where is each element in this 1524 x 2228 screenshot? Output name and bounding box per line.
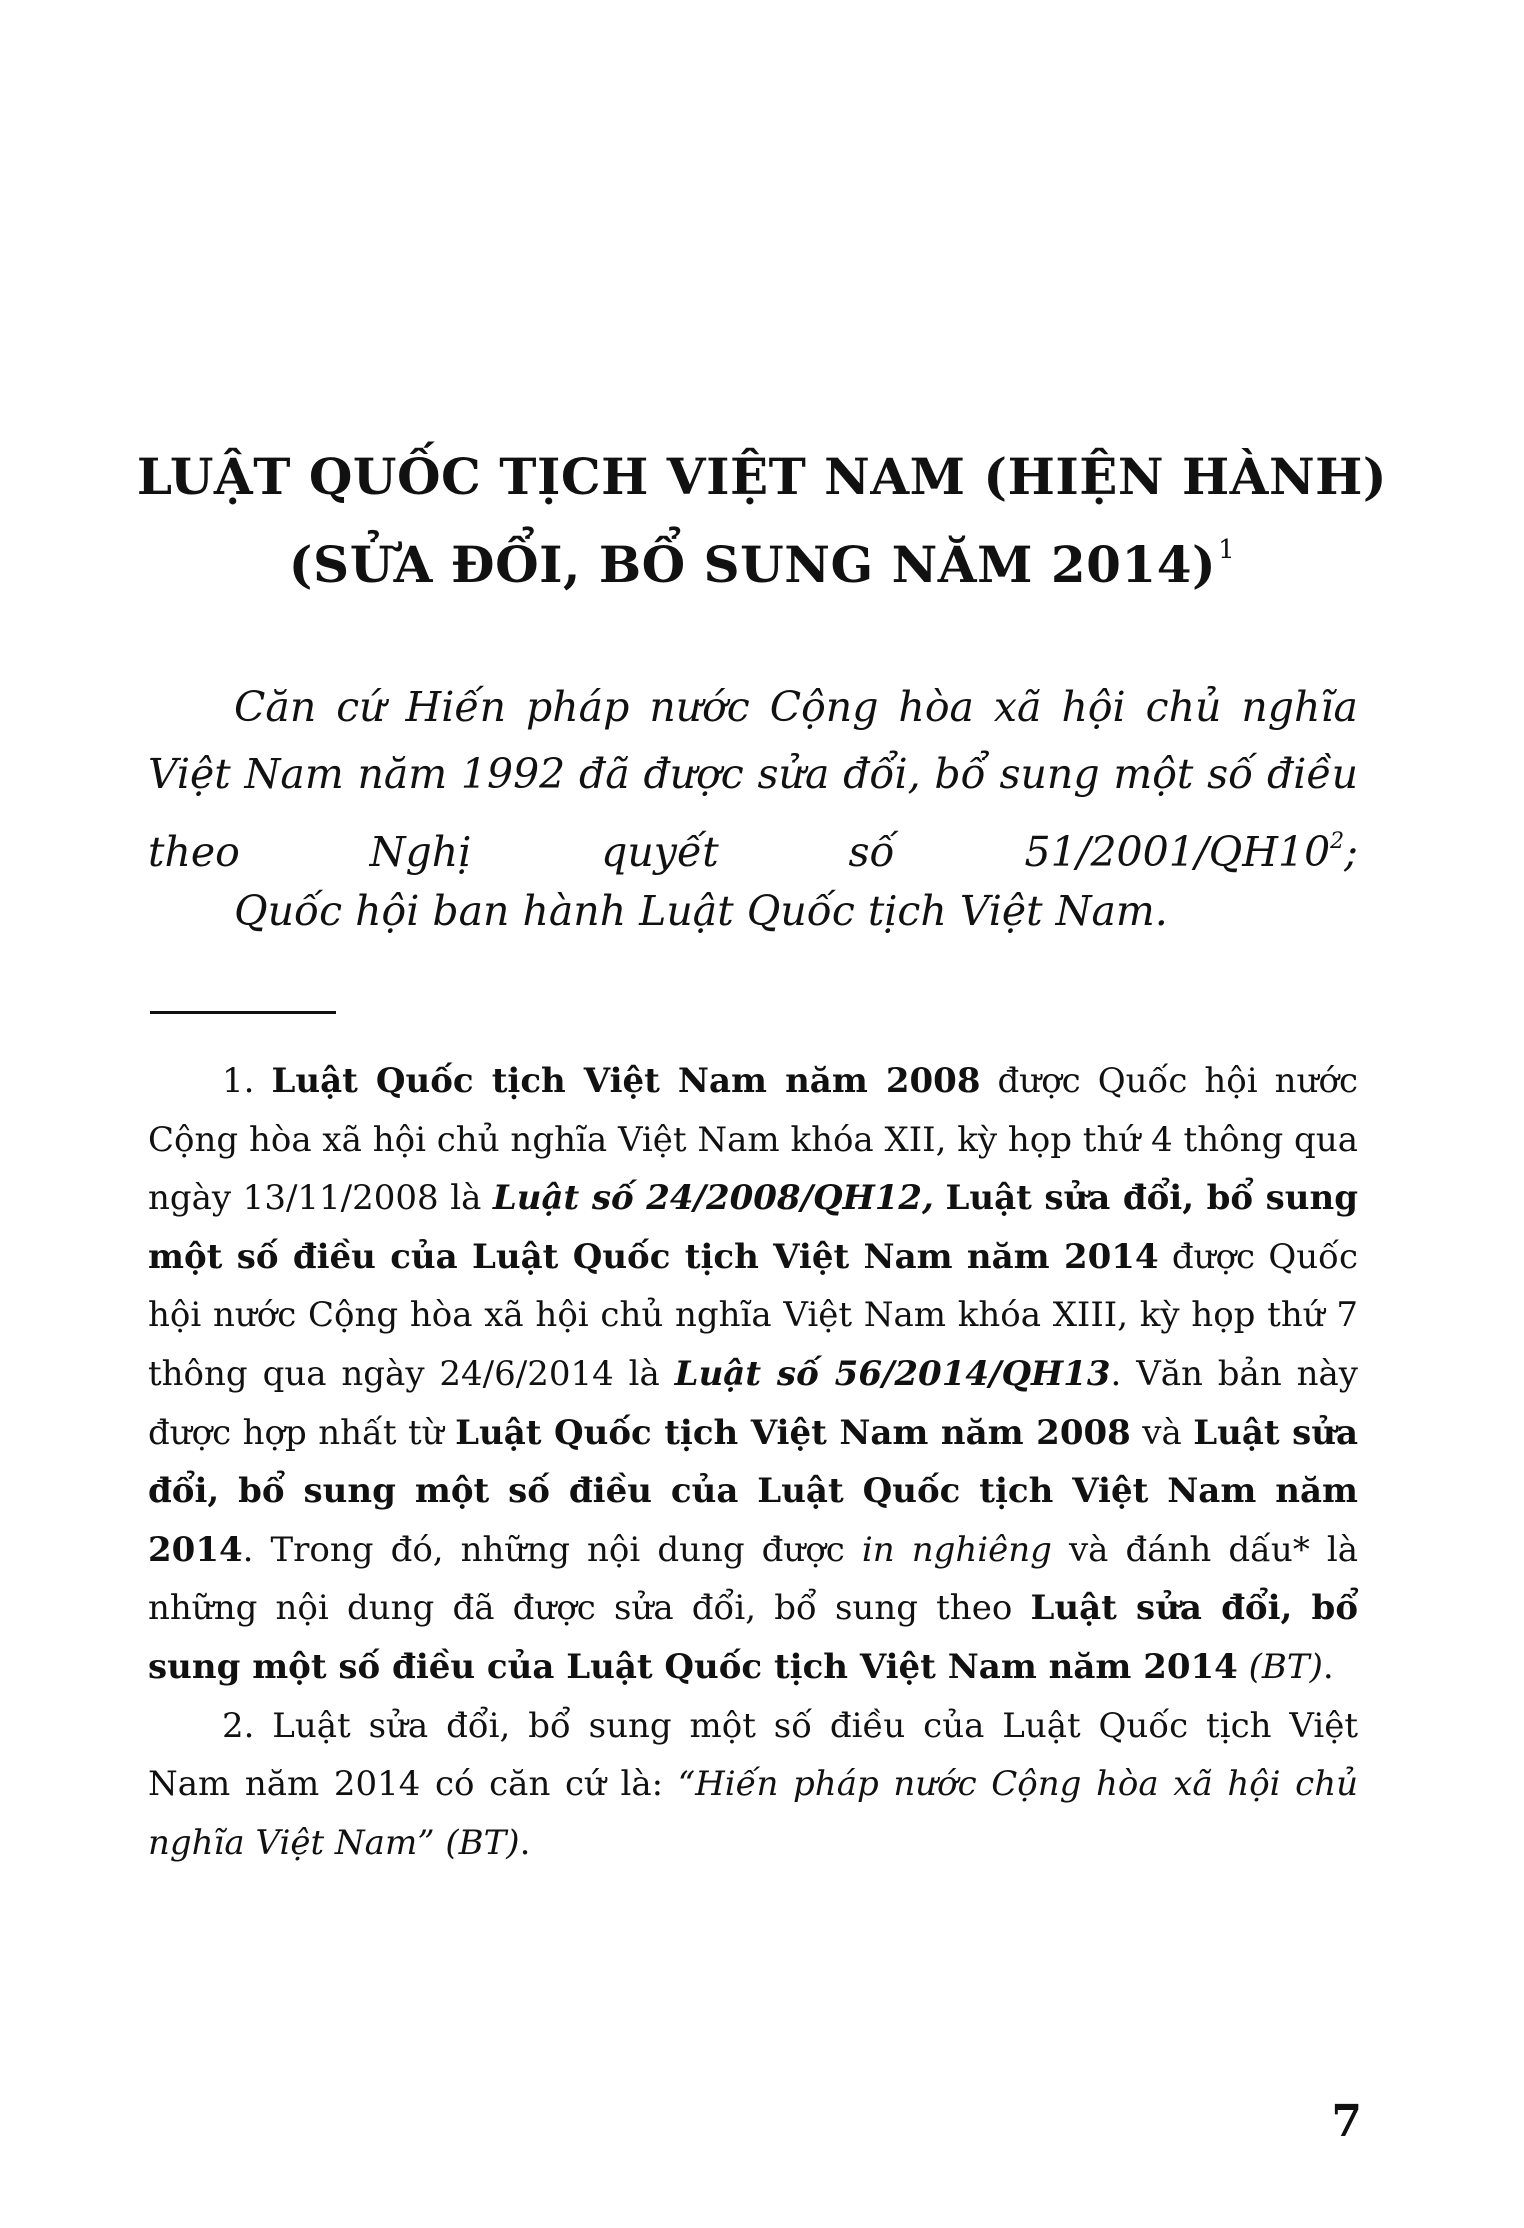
footnote-1-law-number-2014: Luật số 56/2014/QH13 bbox=[674, 1353, 1111, 1394]
footnote-1-number: 1. bbox=[222, 1061, 272, 1101]
footnote-1-bt: (BT) bbox=[1248, 1646, 1323, 1687]
footnote-1-end: . bbox=[1322, 1646, 1334, 1687]
footnote-1-law-2008: Luật Quốc tịch Việt Nam năm 2008 bbox=[271, 1061, 981, 1101]
footnote-1-text-e: . Trong đó, những nội dung được bbox=[242, 1529, 862, 1570]
page-title-line-1 bbox=[0, 447, 1524, 506]
footnote-2-text: 2. Luật sửa đổi, bổ sung một số điều của Luật Quốc tịch Việt Nam năm 2014 có căn cứ là: bbox=[148, 1705, 1358, 1805]
footnote-1 bbox=[148, 1052, 1358, 1697]
footnote-ref-2: 2 bbox=[1330, 829, 1345, 854]
footnote-1-text-b: được Quốc hội nước Cộng hòa xã hội chủ nghĩa Việt Nam khóa XIII, kỳ họp thứ 7 thông qua ngày 24/6/2014 là bbox=[148, 1236, 1359, 1394]
footnote-1-amending-law-ref-2: Luật sửa đổi, bổ sung một số điều của Luật Quốc tịch Việt Nam năm 2014 bbox=[148, 1588, 1359, 1687]
footnotes bbox=[148, 1052, 1358, 1872]
footnote-1-text-c: . Văn bản này được hợp nhất từ bbox=[148, 1353, 1358, 1453]
preamble-basis-text: Căn cứ Hiến pháp nước Cộng hòa xã hội chủ nghĩa Việt Nam năm 1992 đã được sửa đổi, bổ sung một số điều theo Nghị quyết số 51/2001/QH10 bbox=[148, 683, 1358, 876]
footnote-2-quote: “Hiến pháp nước Cộng hòa xã hội chủ nghĩa Việt Nam” (BT) bbox=[148, 1764, 1358, 1863]
footnote-1-italic-term: in nghiêng bbox=[861, 1529, 1052, 1570]
footnote-1-text-a: được Quốc hội nước Cộng hòa xã hội chủ nghĩa Việt Nam khóa XII, kỳ họp thứ 4 thông qua ngày 13/11/2008 là bbox=[148, 1061, 1358, 1219]
footnote-1-law-number-2008: Luật số 24/2008/QH12, bbox=[492, 1178, 934, 1219]
footnote-1-amending-law-ref: Luật sửa đổi, bổ sung một số điều của Luật Quốc tịch Việt Nam năm 2014 bbox=[148, 1412, 1359, 1570]
footnote-divider bbox=[150, 1011, 336, 1014]
footnote-1-text-f: và đánh dấu* là những nội dung đã được sửa đổi, bổ sung theo bbox=[148, 1529, 1359, 1629]
preamble-enact-text: Quốc hội ban hành Luật Quốc tịch Việt Nam. bbox=[234, 887, 1168, 935]
footnote-1-space-a bbox=[934, 1178, 946, 1218]
preamble-enactment bbox=[234, 878, 1358, 945]
footnote-ref-1: 1 bbox=[1218, 535, 1236, 565]
footnote-2-end: . bbox=[519, 1822, 531, 1863]
footnote-1-law-2008-ref: Luật Quốc tịch Việt Nam năm 2008 bbox=[455, 1412, 1131, 1453]
preamble-legal-basis bbox=[148, 674, 1358, 886]
title-line-2-text: (SỬA ĐỔI, BỔ SUNG NĂM 2014) bbox=[288, 535, 1217, 594]
title-line-1-text: LUẬT QUỐC TỊCH VIỆT NAM (HIỆN HÀNH) bbox=[136, 447, 1388, 506]
footnote-1-amending-law: Luật sửa đổi, bổ sung một số điều của Luật Quốc tịch Việt Nam năm 2014 bbox=[148, 1178, 1358, 1277]
footnote-1-space-b bbox=[1238, 1647, 1249, 1687]
footnote-2 bbox=[148, 1697, 1358, 1873]
preamble-basis-end: ; bbox=[1344, 828, 1358, 876]
page-number: 7 bbox=[1331, 2096, 1362, 2147]
page-title-line-2 bbox=[0, 535, 1524, 594]
footnote-1-text-d: và bbox=[1130, 1412, 1194, 1453]
